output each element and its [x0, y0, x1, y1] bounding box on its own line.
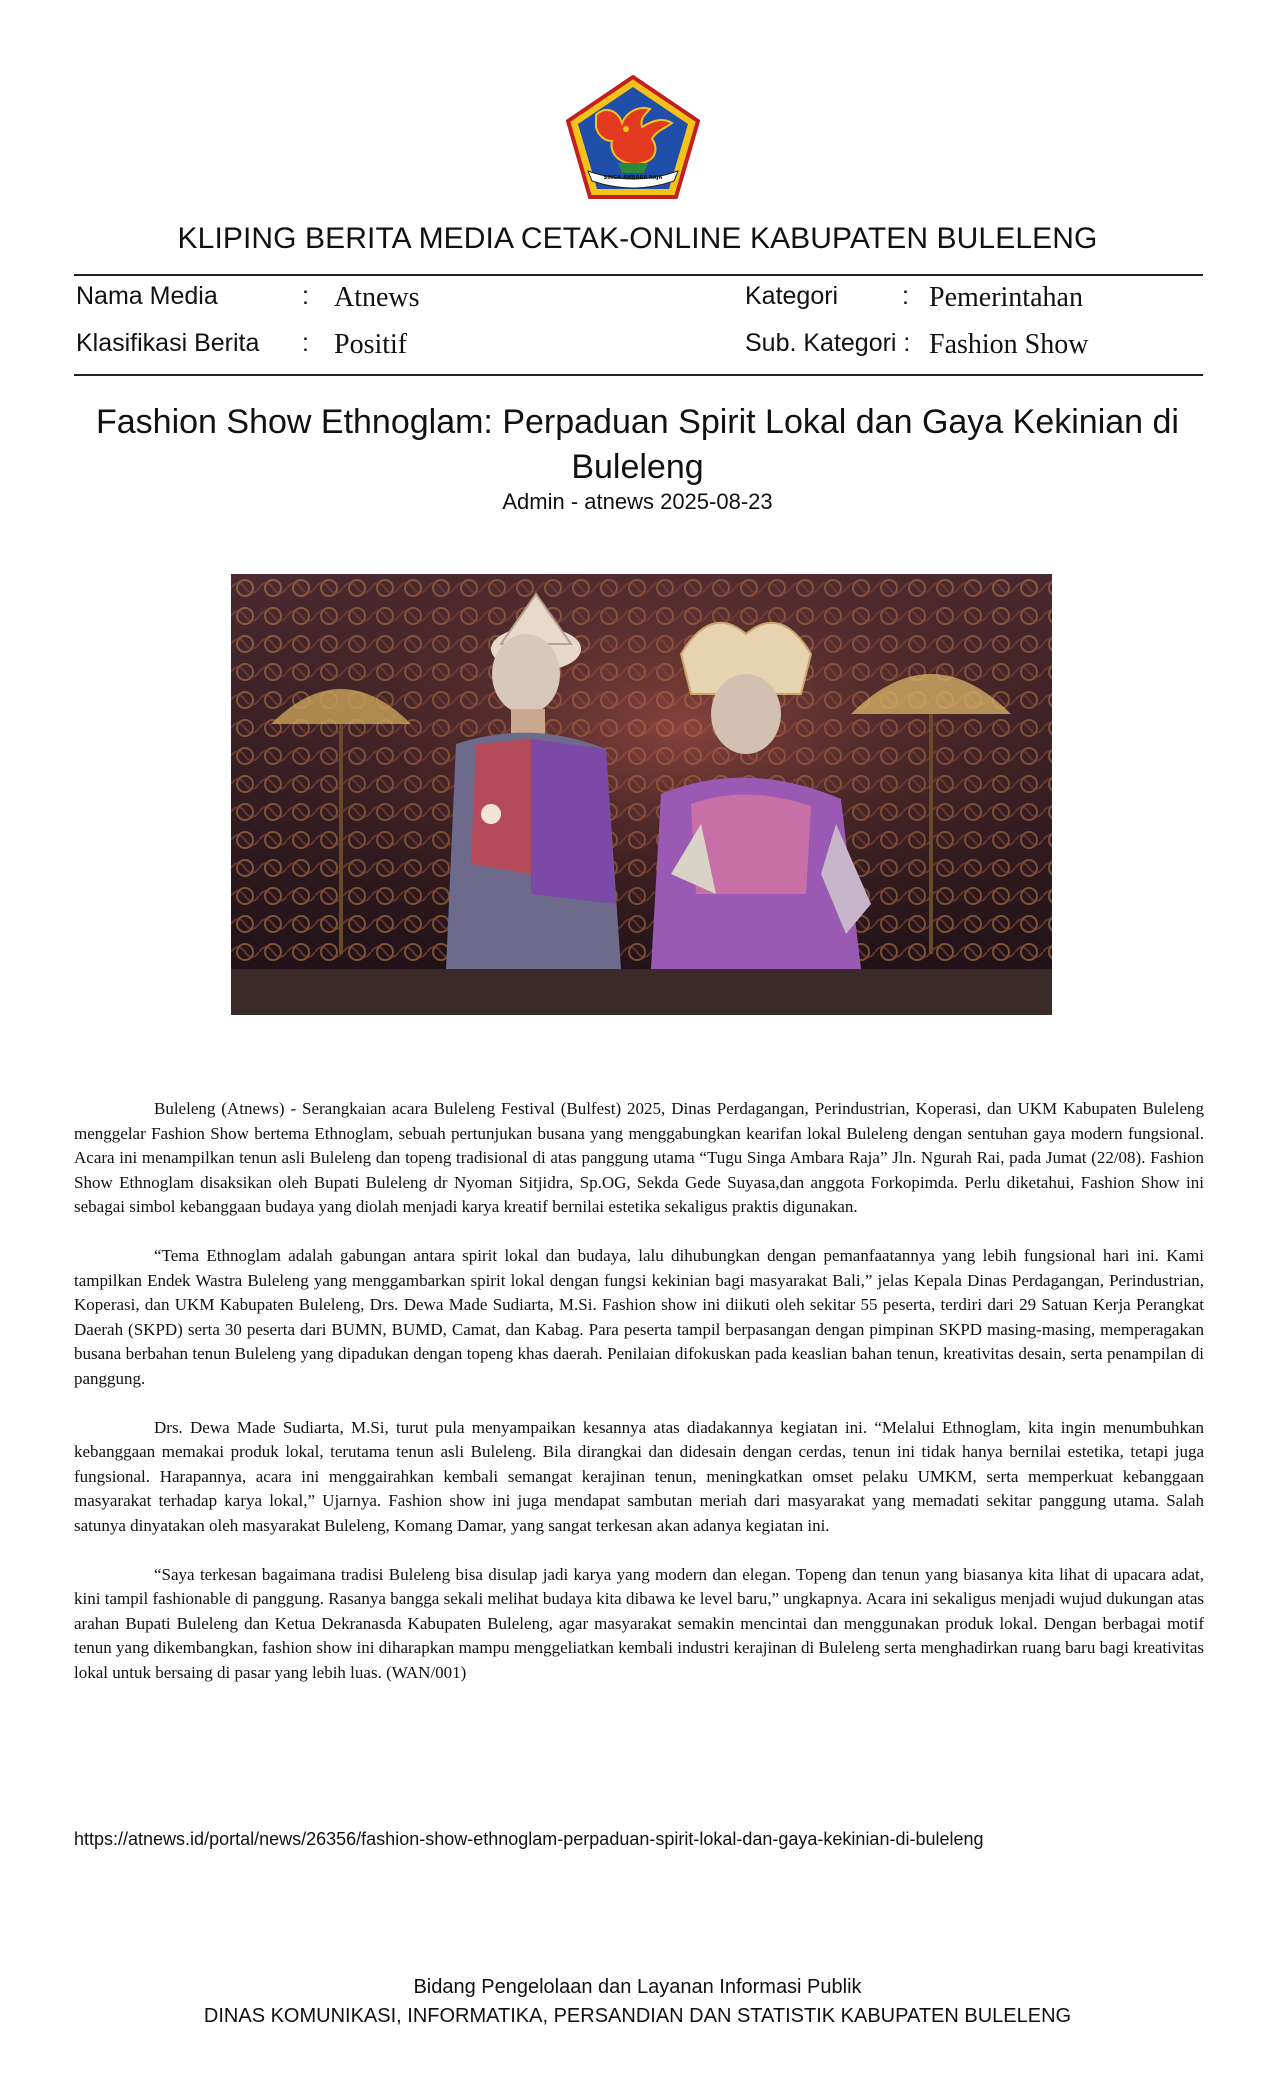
article-paragraph: Buleleng (Atnews) - Serangkaian acara Buleleng Festival (Bulfest) 2025, Dinas Perdagangan, Perindustrian, Koperasi, dan UKM Kabupaten Buleleng menggelar Fashion Show bertema Ethnoglam, sebuah pertunjukan busana yang menggabungkan kearifan lokal Buleleng dengan sentuhan gaya modern fungsional. Acara ini menampilkan tenun asli Buleleng dan topeng tradisional di atas panggung utama “Tugu Singa Ambara Raja” Jln. Ngurah Rai, pada Jumat (22/08). Fashion Show Ethnoglam disaksikan oleh Bupati Buleleng dr Nyoman Sitjidra, Sp.OG, Sekda Gede Suyasa,dan anggota Forkopimda. Perlu diketahui, Fashion Show ini sebagai simbol kebanggaan budaya yang diolah menjadi karya kreatif bernilai estetika sekaligus praktis digunakan.: [74, 1099, 1204, 1216]
klasifikasi-colon: :: [302, 329, 309, 357]
article-paragraph: “Saya terkesan bagaimana tradisi Buleleng bisa disulap jadi karya yang modern dan elegan. Topeng dan tenun yang biasanya kita lihat di upacara adat, kini tampil fashionable di panggung. Rasanya bangga sekali melihat budaya kita dibawa ke level baru,” ungkapnya. Acara ini sekaligus menjadi wujud dukungan atas arahan Bupati Buleleng dan Ketua Dekranasda Kabupaten Buleleng, agar masyarakat semakin mencintai dan menggunakan produk lokal. Dengan berbagai motif tenun yang dikembangkan, fashion show ini diharapkan mampu menggeliatkan kembali industri kerajinan di Buleleng serta menghadirkan ruang baru bagi kreativitas lokal untuk bersaing di pasar yang lebih luas. (WAN/001): [74, 1564, 1204, 1682]
nama-media-value: Atnews: [334, 282, 420, 313]
kategori-colon: :: [902, 282, 909, 310]
article-paragraph: Drs. Dewa Made Sudiarta, M.Si, turut pula menyampaikan kesannya atas diadakannya kegiatan ini. “Melalui Ethnoglam, kita ingin menumbuhkan kebanggaan memakai produk lokal, terutama tenun asli Buleleng. Bila dirangkai dan didesain dengan cerdas, tenun ini tidak hanya bernilai estetika, tetapi juga fungsional. Harapannya, acara ini menggairahkan kembali semangat kerajinan tenun, meningkatkan omset pelaku UMKM, serta memperkuat kebanggaan masyarakat terhadap karya lokal,” Ujarnya. Fashion show ini juga mendapat sambutan meriah dari masyarakat yang memadati sekitar panggung utama. Salah satunya dinyatakan oleh masyarakat Buleleng, Komang Damar, yang sangat terkesan akan adanya kegiatan ini.: [74, 1417, 1204, 1535]
crest-text: SINGA AMBARA RAJA: [603, 175, 663, 181]
kategori-value: Pemerintahan: [929, 282, 1083, 313]
sub-kategori-value: Fashion Show: [929, 329, 1089, 360]
page-heading: KLIPING BERITA MEDIA CETAK-ONLINE KABUPATEN BULELENG: [177, 222, 1098, 255]
fashion-show-couple-photo: [231, 574, 1052, 1015]
article-title: Fashion Show Ethnoglam: Perpaduan Spirit Lokal dan Gaya Kekinian di Buleleng: [95, 403, 1179, 486]
sub-kategori-label: Sub. Kategori :: [745, 329, 911, 357]
divider-top: [74, 274, 1203, 276]
footer-department: DINAS KOMUNIKASI, INFORMATIKA, PERSANDIAN DAN STATISTIK KABUPATEN BULELENG: [203, 2005, 1072, 2027]
article-photo: [231, 574, 1052, 1015]
nama-media-label: Nama Media: [76, 282, 218, 310]
article-byline: Admin - atnews 2025-08-23: [502, 489, 773, 514]
divider-bottom: [74, 374, 1203, 376]
buleleng-logo: [566, 75, 700, 199]
article-paragraph: “Tema Ethnoglam adalah gabungan antara spirit lokal dan budaya, lalu dihubungkan dengan pemanfaatannya yang lebih fungsional hari ini. Kami tampilkan Endek Wastra Buleleng yang menggambarkan spirit lokal dengan fungsi kekinian bagi masyarakat Bali,” jelas Kepala Dinas Perdagangan, Perindustrian, Koperasi, dan UKM Kabupaten Buleleng, Drs. Dewa Made Sudiarta, M.Si. Fashion show ini diikuti oleh sekitar 55 peserta, terdiri dari 29 Satuan Kerja Perangkat Daerah (SKPD) serta 30 peserta dari BUMN, BUMD, Camat, dan Kabag. Para peserta tampil berpasangan dengan pimpinan SKPD masing-masing, memperagakan busana berbahan tenun Buleleng yang dipadukan dengan topeng khas daerah. Penilaian difokuskan pada keaslian bahan tenun, kreativitas desain, serta penampilan di panggung.: [74, 1246, 1204, 1388]
klasifikasi-label: Klasifikasi Berita: [76, 329, 260, 357]
klasifikasi-value: Positif: [334, 329, 408, 360]
article-body: [74, 1097, 1204, 1710]
footer-division: Bidang Pengelolaan dan Layanan Informasi Publik: [413, 1976, 862, 1998]
nama-media-colon: :: [302, 282, 309, 310]
source-url: https://atnews.id/portal/news/26356/fashion-show-ethnoglam-perpaduan-spirit-lokal-dan-gaya-kekinian-di-buleleng: [74, 1829, 984, 1849]
kategori-label: Kategori: [745, 282, 839, 310]
